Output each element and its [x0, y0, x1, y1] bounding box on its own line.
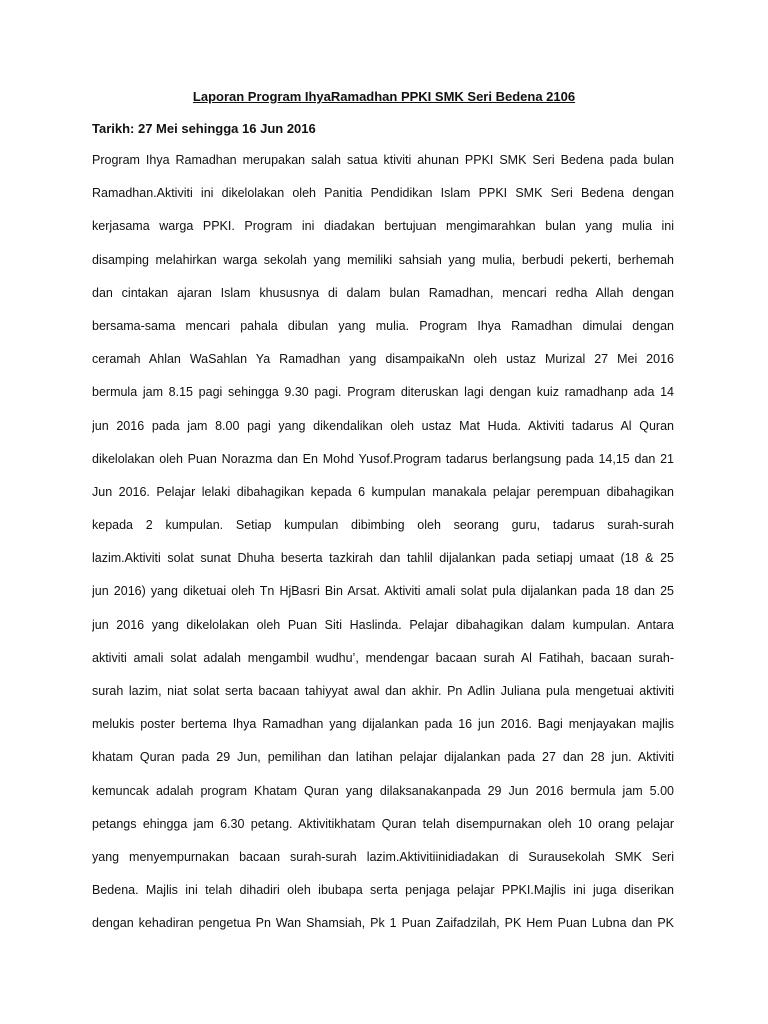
body-line: bersama-sama mencari pahala dibulan yang mulia. Program Ihya Ramadhan dimulai dengan: [92, 318, 674, 333]
body-line: kerjasama warga PPKI. Program ini diadakan bertujuan mengimarahkan bulan yang mulia ini: [92, 219, 674, 234]
body-line: ceramah Ahlan WaSahlan Ya Ramadhan yang disampaikaNn oleh ustaz Murizal 27 Mei 2016: [92, 352, 674, 367]
body-line: surah lazim, niat solat serta bacaan tahiyyat awal dan akhir. Pn Adlin Juliana pula mengetuai aktiviti: [92, 684, 674, 698]
body-line: Bedena. Majlis ini telah dihadiri oleh ibubapa serta penjaga pelajar PPKI.Majlis ini juga diserikan: [92, 883, 674, 898]
body-line: bermula jam 8.15 pagi sehingga 9.30 pagi. Program diteruskan lagi dengan kuiz ramadhanp ada 14: [92, 385, 674, 400]
body-line: jun 2016 yang dikelolakan oleh Puan Siti Haslinda. Pelajar dibahagikan dalam kumpulan. Antara: [92, 617, 674, 632]
body-line: khatam Quran pada 29 Jun, pemilihan dan latihan pelajar dijalankan pada 27 dan 28 jun. Aktiviti: [92, 750, 674, 765]
body-line: yang menyempurnakan bacaan surah-surah lazim.Aktivitiinidiadakan di Surausekolah SMK Seri: [92, 849, 674, 864]
body-line: jun 2016) yang diketuai oleh Tn HjBasri Bin Arsat. Aktiviti amali solat pula dijalankan pada 18 dan 25: [92, 584, 674, 599]
body-line: petangs ehingga jam 6.30 petang. Aktivitikhatam Quran telah disempurnakan oleh 10 orang pelajar: [92, 816, 674, 831]
body-line: aktiviti amali solat adalah mengambil wudhu’, mendengar bacaan surah Al Fatihah, bacaan surah-: [92, 650, 674, 665]
body-line: melukis poster bertema Ihya Ramadhan yang dijalankan pada 16 jun 2016. Bagi menjayakan majlis: [92, 717, 674, 732]
body-line: lazim.Aktiviti solat sunat Dhuha beserta tazkirah dan tahlil dijalankan pada setiapj umaat (18 & 25: [92, 551, 674, 566]
document-title: Laporan Program IhyaRamadhan PPKI SMK Seri Bedena 2106: [192, 89, 576, 104]
body-line: dengan kehadiran pengetua Pn Wan Shamsiah, Pk 1 Puan Zaifadzilah, PK Hem Puan Lubna dan PK: [92, 916, 674, 931]
body-line: kemuncak adalah program Khatam Quran yang dilaksanakanpada 29 Jun 2016 bermula jam 5.00: [92, 783, 674, 798]
body-text: [92, 152, 674, 949]
body-line: Program Ihya Ramadhan merupakan salah satua ktiviti ahunan PPKI SMK Seri Bedena pada bulan: [92, 153, 674, 167]
body-line: Ramadhan.Aktiviti ini dikelolakan oleh Panitia Pendidikan Islam PPKI SMK Seri Bedena dengan: [92, 186, 674, 201]
body-line: Jun 2016. Pelajar lelaki dibahagikan kepada 6 kumpulan manakala pelajar perempuan dibahagikan: [92, 484, 674, 499]
body-line: kepada 2 kumpulan. Setiap kumpulan dibimbing oleh seorang guru, tadarus surah-surah: [92, 518, 674, 533]
body-line: dan cintakan ajaran Islam khususnya di dalam bulan Ramadhan, mencari redha Allah dengan: [92, 285, 674, 300]
body-line: jun 2016 pada jam 8.00 pagi yang dikendalikan oleh ustaz Mat Huda. Aktiviti tadarus Al Quran: [92, 418, 674, 433]
date-line: Tarikh: 27 Mei sehingga 16 Jun 2016: [92, 121, 316, 136]
body-line: disamping melahirkan warga sekolah yang memiliki sahsiah yang mulia, berbudi pekerti, berhemah: [92, 252, 674, 267]
body-line: dikelolakan oleh Puan Norazma dan En Mohd Yusof.Program tadarus berlangsung pada 14,15 dan 21: [92, 451, 674, 466]
